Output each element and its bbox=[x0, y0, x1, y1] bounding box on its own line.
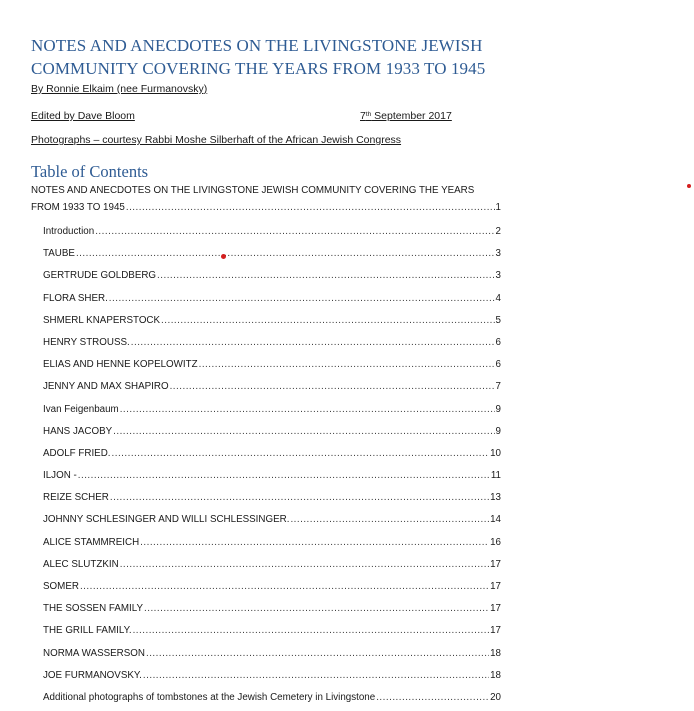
toc-entry-main-line1: NOTES AND ANECDOTES ON THE LIVINGSTONE JEWISH COMMUNITY COVERING THE YEARS bbox=[31, 185, 475, 196]
toc-entry[interactable] bbox=[31, 598, 501, 620]
toc-page-number: 6 bbox=[495, 336, 501, 348]
toc-page-number: 13 bbox=[490, 492, 501, 504]
toc-entry[interactable] bbox=[31, 554, 501, 576]
toc-page-number: 7 bbox=[495, 381, 501, 393]
toc-leader-dots bbox=[110, 487, 489, 509]
toc-entry-main-title[interactable] bbox=[31, 182, 501, 216]
toc-entry-label: Ivan Feigenbaum bbox=[43, 403, 119, 415]
toc-entry-label: ALICE STAMMREICH bbox=[43, 536, 140, 548]
toc-page-number: 18 bbox=[490, 647, 501, 659]
toc-leader-dots bbox=[113, 421, 494, 443]
toc-leader-dots bbox=[76, 243, 495, 265]
toc-entry-label: HENRY STROUSS. bbox=[43, 336, 130, 348]
toc-entry[interactable] bbox=[31, 221, 501, 243]
toc-entry-label: ILJON - bbox=[43, 470, 77, 482]
toc-leader-dots bbox=[170, 376, 495, 398]
toc-heading: Table of Contents bbox=[31, 162, 149, 181]
toc-page-number: 9 bbox=[495, 403, 501, 415]
toc-entry-label: ELIAS AND HENNE KOPELOWITZ bbox=[43, 359, 198, 371]
toc-entry[interactable] bbox=[31, 265, 501, 287]
toc-entry-label: ALEC SLUTZKIN bbox=[43, 558, 119, 570]
toc-leader-dots bbox=[95, 221, 494, 243]
annotation-marker-dot bbox=[687, 184, 691, 188]
toc-entry-label: Introduction bbox=[43, 226, 95, 237]
toc-entry-label: SHMERL KNAPERSTOCK bbox=[43, 314, 161, 326]
photos-credit: Photographs – courtesy Rabbi Moshe Silberhaft of the African Jewish Congress bbox=[31, 134, 402, 146]
toc-entry[interactable] bbox=[31, 643, 501, 665]
toc-entry-label: REIZE SCHER bbox=[43, 492, 109, 504]
toc-entry-label: HANS JACOBY bbox=[43, 425, 113, 437]
toc-entry[interactable] bbox=[31, 376, 501, 398]
toc-entry-label: JOE FURMANOVSKY. bbox=[43, 669, 142, 681]
toc-leader-dots bbox=[120, 554, 489, 576]
toc-page-number: 16 bbox=[490, 536, 501, 548]
toc-leader-dots bbox=[199, 354, 495, 376]
toc-page-number: 20 bbox=[490, 691, 501, 703]
toc-leader-dots bbox=[80, 576, 489, 598]
toc-leader-dots bbox=[112, 443, 490, 465]
toc-entry-label: THE SOSSEN FAMILY bbox=[43, 603, 143, 615]
toc-entry[interactable] bbox=[31, 288, 501, 310]
toc-leader-dots bbox=[120, 399, 495, 421]
title-line-2: COMMUNITY COVERING THE YEARS FROM 1933 TO 1945 bbox=[31, 59, 486, 78]
document-title bbox=[31, 34, 501, 80]
toc-entry-label: JENNY AND MAX SHAPIRO bbox=[43, 381, 169, 393]
toc-leader-dots bbox=[126, 199, 495, 216]
toc-leader-dots bbox=[133, 620, 490, 642]
toc-page-number: 11 bbox=[490, 470, 501, 482]
toc-entry[interactable] bbox=[31, 532, 501, 554]
toc-page-number: 4 bbox=[495, 292, 501, 304]
toc-page-number: 2 bbox=[495, 226, 501, 237]
toc-entry-label: NORMA WASSERSON bbox=[43, 647, 145, 659]
byline: By Ronnie Elkaim (nee Furmanovsky) bbox=[31, 83, 208, 95]
toc-page-number: 6 bbox=[495, 359, 501, 371]
toc-page-number: 9 bbox=[495, 425, 501, 437]
toc-entry-label: JOHNNY SCHLESINGER AND WILLI SCHLESSINGER. bbox=[43, 514, 290, 526]
toc-entry-label: FROM 1933 TO 1945 bbox=[31, 202, 125, 213]
toc-page-number: 17 bbox=[490, 581, 501, 592]
toc-entry-label: SOMER bbox=[43, 581, 79, 592]
toc-entry[interactable] bbox=[31, 332, 501, 354]
toc-entry[interactable] bbox=[31, 509, 501, 531]
toc-entry[interactable] bbox=[31, 443, 501, 465]
toc-page-number: 17 bbox=[490, 603, 501, 615]
toc-list bbox=[31, 221, 501, 709]
toc-page-number: 17 bbox=[490, 625, 501, 637]
toc-leader-dots bbox=[78, 465, 490, 487]
toc-entry[interactable] bbox=[31, 243, 501, 265]
toc-leader-dots bbox=[143, 665, 489, 687]
toc-leader-dots bbox=[144, 598, 489, 620]
toc-page-number: 14 bbox=[490, 514, 501, 526]
toc-page-number: 5 bbox=[495, 314, 501, 326]
edited-row bbox=[31, 110, 501, 123]
annotation-marker-dot bbox=[221, 254, 226, 259]
toc-entry[interactable] bbox=[31, 665, 501, 687]
document-page bbox=[31, 34, 501, 709]
toc-leader-dots bbox=[376, 687, 489, 709]
toc-entry-label: THE GRILL FAMILY. bbox=[43, 625, 132, 637]
toc-leader-dots bbox=[157, 265, 495, 287]
toc-entry[interactable] bbox=[31, 687, 501, 709]
toc-page-number: 17 bbox=[490, 558, 501, 570]
title-line-1: NOTES AND ANECDOTES ON THE LIVINGSTONE JEWISH bbox=[31, 36, 483, 55]
toc-entry-label: ADOLF FRIED. bbox=[43, 447, 111, 459]
toc-entry-label: GERTRUDE GOLDBERG bbox=[43, 270, 157, 282]
toc-entry[interactable] bbox=[31, 421, 501, 443]
date-day: 7 bbox=[360, 110, 366, 122]
toc-entry[interactable] bbox=[31, 465, 501, 487]
toc-leader-dots bbox=[140, 532, 489, 554]
toc-page-number: 1 bbox=[495, 202, 501, 213]
toc-entry[interactable] bbox=[31, 399, 501, 421]
toc-page-number: 10 bbox=[490, 447, 501, 459]
toc-entry-main-line2 bbox=[31, 199, 501, 216]
toc-entry[interactable] bbox=[31, 310, 501, 332]
toc-page-number: 3 bbox=[495, 270, 501, 282]
toc-leader-dots bbox=[161, 310, 495, 332]
date-month-year: September 2017 bbox=[371, 110, 452, 122]
toc-entry-label: TAUBE bbox=[43, 248, 75, 260]
toc-leader-dots bbox=[290, 509, 489, 531]
toc-entry[interactable] bbox=[31, 354, 501, 376]
toc-page-number: 3 bbox=[495, 248, 501, 260]
toc-entry-label: FLORA SHER. bbox=[43, 292, 108, 304]
toc-entry[interactable] bbox=[31, 576, 501, 598]
toc-page-number: 18 bbox=[490, 669, 501, 681]
editor-credit: Edited by Dave Bloom bbox=[31, 110, 135, 122]
toc-entry[interactable] bbox=[31, 487, 501, 509]
date-suffix: th bbox=[365, 111, 372, 118]
toc-leader-dots bbox=[146, 643, 489, 665]
document-date bbox=[360, 110, 452, 123]
toc-leader-dots bbox=[131, 332, 495, 354]
toc-entry[interactable] bbox=[31, 620, 501, 642]
toc-entry-label: Additional photographs of tombstones at the Jewish Cemetery in Livingstone bbox=[43, 691, 376, 703]
toc-leader-dots bbox=[109, 288, 495, 310]
